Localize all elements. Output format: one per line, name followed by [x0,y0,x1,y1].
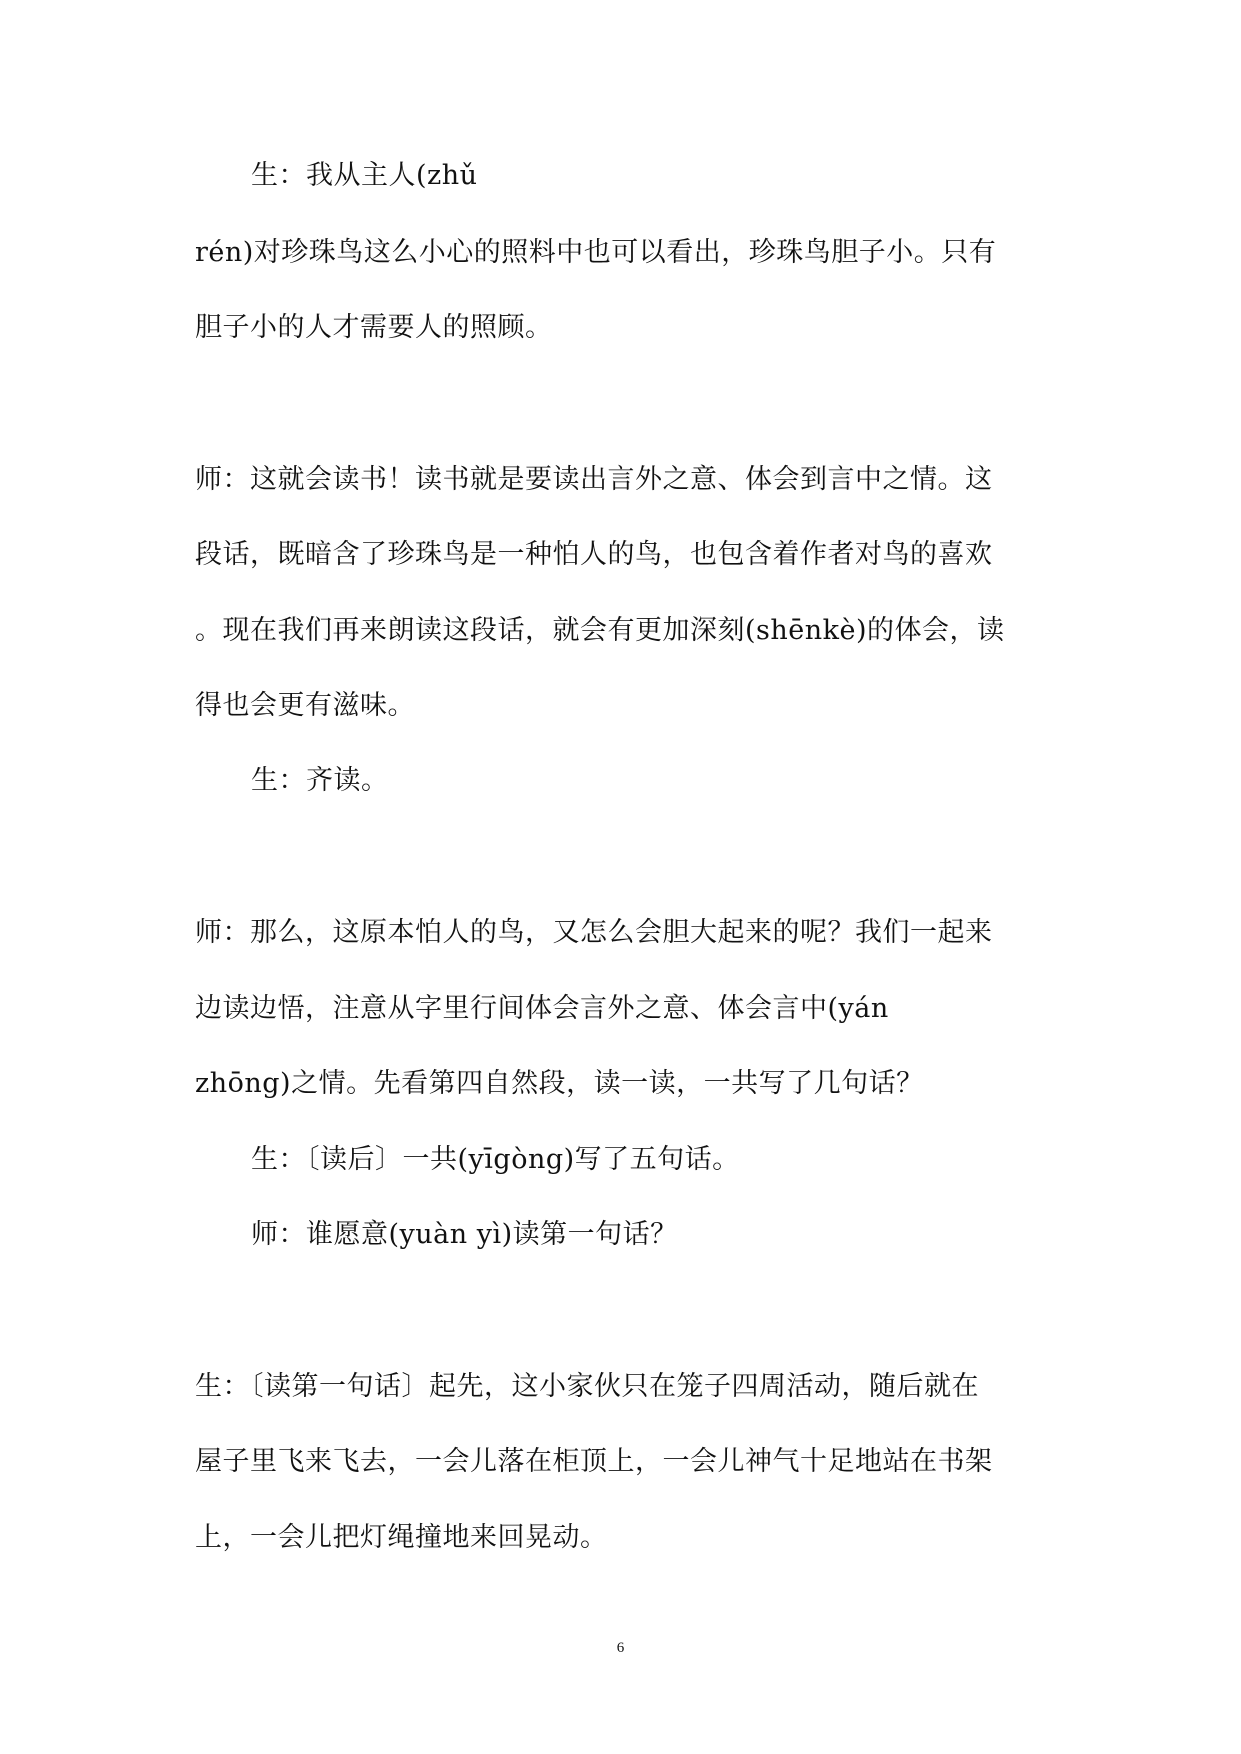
text-line: 师：谁愿意(yuàn yì)读第一句话？ [251,1219,678,1250]
page-number: 6 [616,1640,625,1656]
text-line: rén)对珍珠鸟这么小心的照料中也可以看出，珍珠鸟胆子小。只有 [195,237,997,268]
text-line: 生：齐读。 [251,765,389,796]
text-line: 师：那么，这原本怕人的鸟，又怎么会胆大起来的呢？我们一起来 [195,917,993,948]
text-line: 边读边悟，注意从字里行间体会言外之意、体会言中(yán [195,993,889,1024]
text-line: zhōng)之情。先看第四自然段，读一读，一共写了几句话？ [195,1068,924,1099]
text-line: 屋子里飞来飞去，一会儿落在柜顶上，一会儿神气十足地站在书架 [195,1446,993,1477]
text-line: 。现在我们再来朗读这段话，就会有更加深刻(shēnkè)的体会，读 [195,615,1005,646]
text-line: 上，一会儿把灯绳撞地来回晃动。 [195,1522,608,1553]
text-line: 胆子小的人才需要人的照顾。 [195,312,553,343]
text-line: 生：我从主人(zhǔ [251,160,478,191]
text-line: 生：〔读后〕一共(yīgòng)写了五句话。 [251,1144,740,1175]
text-line: 得也会更有滋味。 [195,690,415,721]
text-line: 师：这就会读书！读书就是要读出言外之意、体会到言中之情。这 [195,464,993,495]
text-line: 生：〔读第一句话〕起先，这小家伙只在笼子四周活动，随后就在 [195,1371,979,1402]
text-line: 段话，既暗含了珍珠鸟是一种怕人的鸟，也包含着作者对鸟的喜欢 [195,539,993,570]
